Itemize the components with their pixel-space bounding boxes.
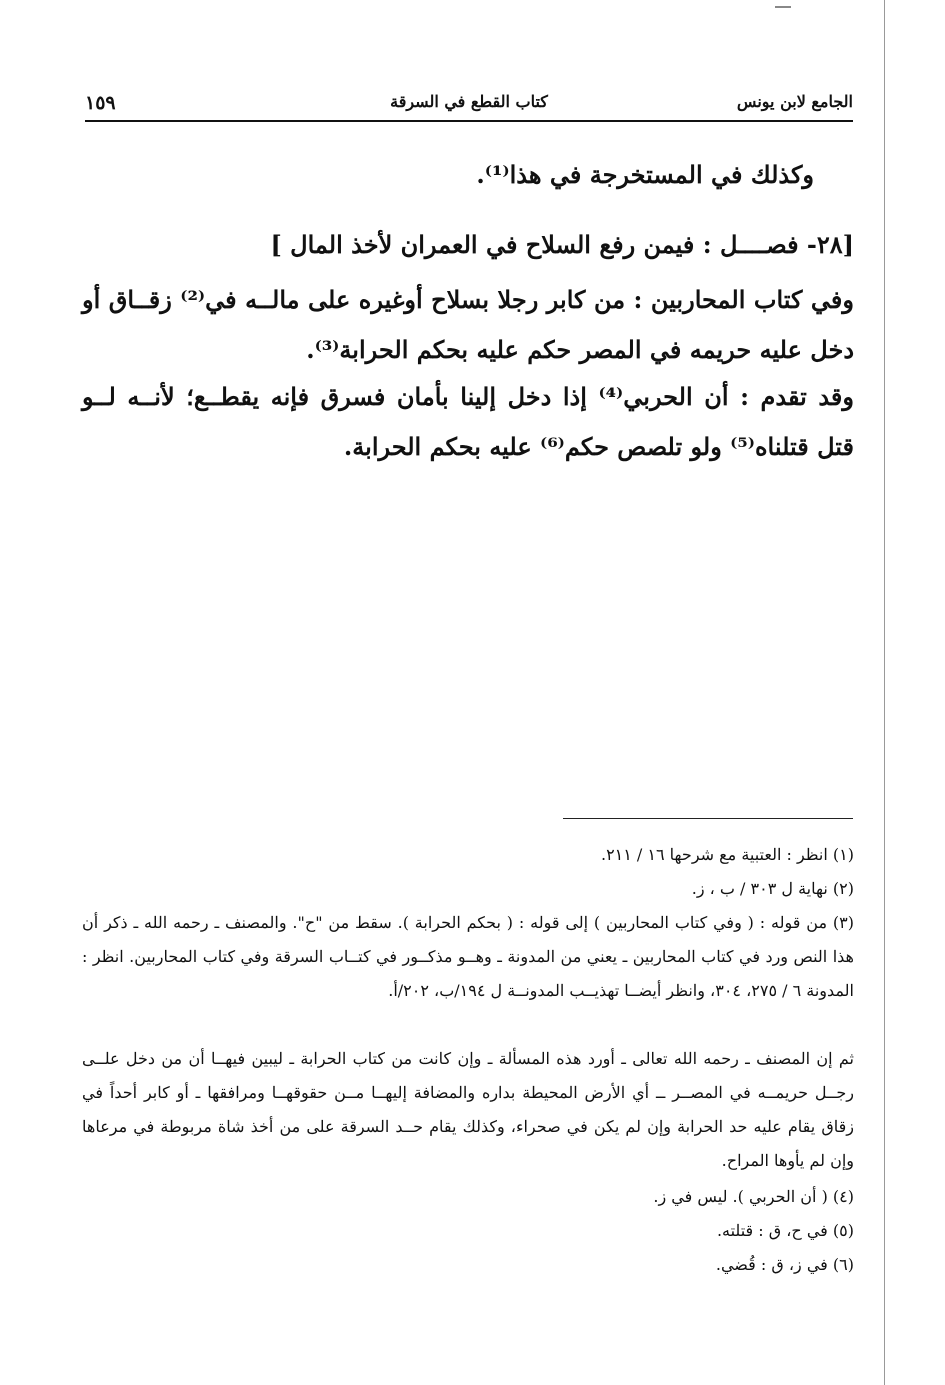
scan-edge-line <box>884 0 885 1385</box>
paragraph-3: وقد تقدم : أن الحربي⁽⁴⁾ إذا دخل إلينا بأمان فسرق فإنه يقطــع؛ لأنــه لــو قتل قتلناه⁽⁵⁾ ولو تلصص حكم⁽⁶⁾ عليه بحكم الحرابة. <box>82 382 854 461</box>
footnote-2: (٢) نهاية ل ٣٠٣ / ب ، ز. <box>691 879 854 898</box>
footnote-3-continued: ثم إن المصنف ـ رحمه الله تعالى ـ أورد هذه المسألة ـ وإن كانت من كتاب الحرابة ـ ليبين فيهــا أن من دخل علــى رجــل حريمــه في المصــر ــ أي الأرض المحيطة بداره والمضافة إليهــا مــن حقوقهــا ومرافقها ـ أو كابر أحداً في زقاق يقام عليه حد الحرابة وإن لم يكن في صحراء، وكذلك يقام حــد السرقة على من أخذ شاة مربوطة في مرعاها وإن لم يأوها المراح. <box>82 1049 855 1170</box>
footnote-6: (٦) في ز، ق : قُضي. <box>715 1255 854 1274</box>
footnote-3: (٣) من قوله : ( وفي كتاب المحاربين ) إلى قوله : ( بحكم الحرابة ). سقط من "ح". والمصنف ـ رحمه الله ـ ذكر أن هذا النص ورد في كتاب المحاربين ـ يعني من المدونة ـ وهــو مذكــور في كتــاب السرقة وفي كتاب المحاربين. انظر : المدونة ٦ / ٢٧٥، ٣٠٤، وانظر أيضــا تهذيــب المدونــة ل ١٩٤/ب، ٢٠٢/أ. <box>82 913 854 1000</box>
header-book-title: الجامع لابن يونس <box>736 92 853 111</box>
paragraph-1: وكذلك في المستخرجة في هذا⁽¹⁾. <box>476 160 814 189</box>
header-rule <box>85 120 853 122</box>
footnote-1: (١) انظر : العتبية مع شرحها ١٦ / ٢١١. <box>600 845 854 864</box>
section-heading: [٢٨- فصــــل : فيمن رفع السلاح في العمران لأخذ المال ] <box>270 230 854 259</box>
paragraph-2: وفي كتاب المحاربين : من كابر رجلا بسلاح أوغيره على مالــه في⁽²⁾ زقــاق أو دخل عليه حريمه في المصر حكم عليه بحكم الحرابة⁽³⁾. <box>82 285 854 364</box>
footnote-separator <box>563 818 853 819</box>
header-chapter: كتاب القطع في السرقة <box>390 92 548 111</box>
scan-smudge <box>775 6 791 8</box>
page-number: ١٥٩ <box>85 92 116 114</box>
running-header <box>85 92 853 120</box>
footnote-4: (٤) ( أن الحربي ). ليس في ز. <box>653 1187 854 1206</box>
footnote-5: (٥) في ح، ق : قتلته. <box>716 1221 854 1240</box>
